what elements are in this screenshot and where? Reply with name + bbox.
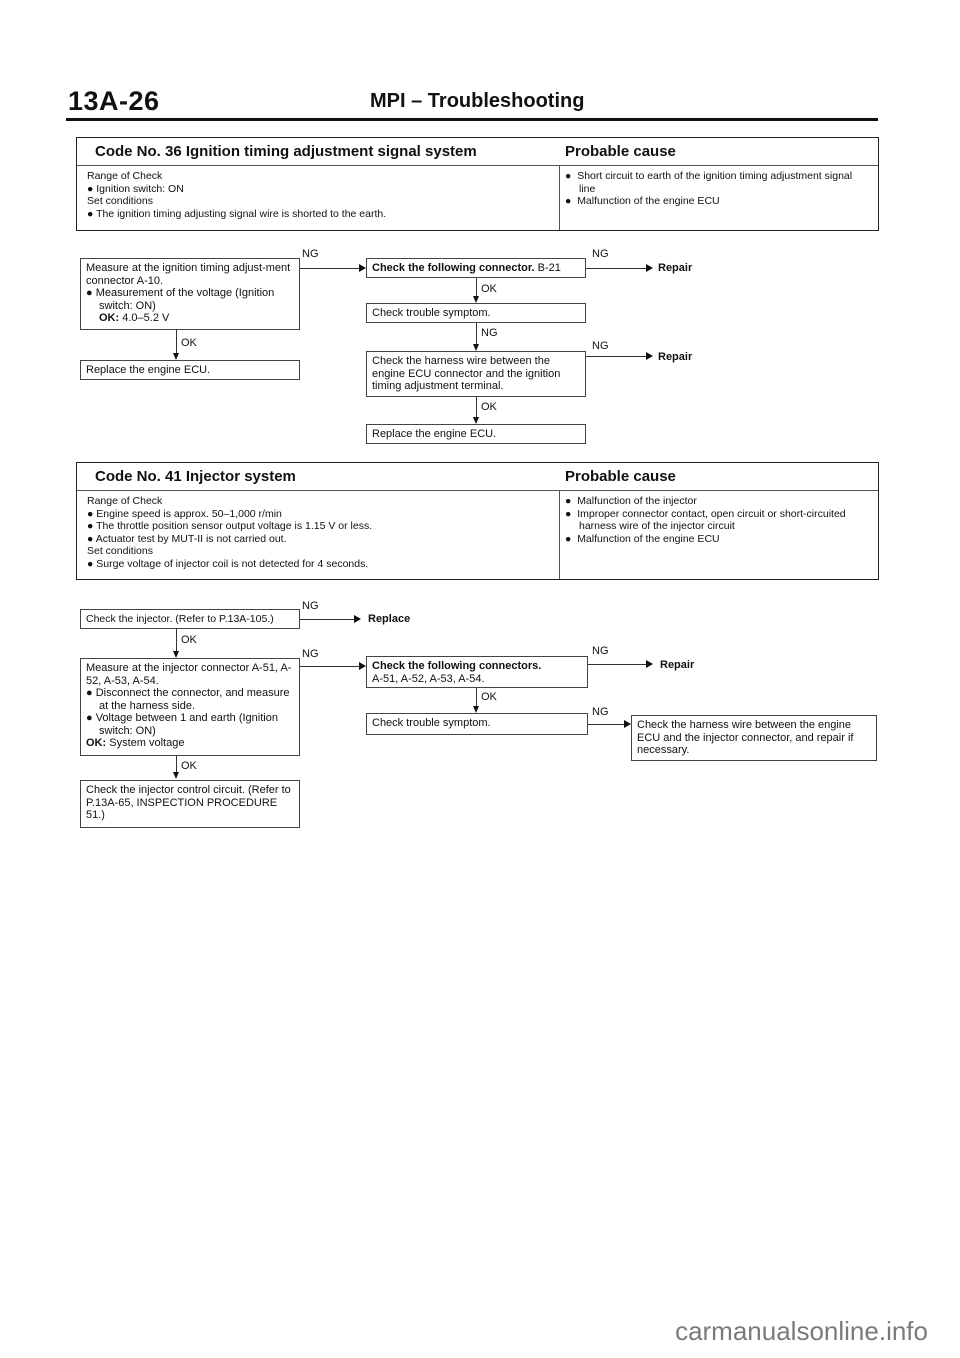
code36-set-title: Set conditions bbox=[87, 195, 153, 207]
code36-causes bbox=[565, 170, 865, 208]
ok-label: OK bbox=[481, 401, 497, 413]
arrow-head bbox=[624, 720, 631, 728]
code41-check-symptom-box: Check trouble symptom. bbox=[366, 713, 588, 735]
connector-line bbox=[176, 629, 177, 651]
connector-line bbox=[476, 397, 477, 417]
repair-label: Repair bbox=[658, 351, 693, 363]
ng-label: NG bbox=[592, 645, 609, 657]
ng-label: NG bbox=[302, 648, 319, 660]
code41-check-connectors-box: Check the following connectors. A-51, A-52, A-53, A-54. bbox=[366, 656, 588, 688]
code36-replace-ecu-box-1: Replace the engine ECU. bbox=[80, 360, 300, 380]
code41-set-title: Set conditions bbox=[87, 545, 153, 557]
repair-label: Repair bbox=[660, 659, 695, 671]
code36-range-item: ● Ignition switch: ON bbox=[87, 182, 184, 195]
ng-label: NG bbox=[302, 248, 319, 260]
code41-probable-cause-title: Probable cause bbox=[565, 468, 676, 485]
arrow-head bbox=[646, 352, 653, 360]
code41-check-injector-box: Check the injector. (Refer to P.13A-105.) bbox=[80, 609, 300, 629]
ok-label: OK bbox=[181, 760, 197, 772]
code36-check-connector-box: Check the following connector. B-21 bbox=[366, 258, 586, 278]
arrow-head bbox=[473, 417, 479, 424]
connector-line bbox=[476, 323, 477, 344]
connector-line bbox=[176, 756, 177, 772]
arrow-head bbox=[473, 344, 479, 351]
code36-cause-item: ● Short circuit to earth of the ignition timing adjustment signal line bbox=[565, 170, 853, 195]
connector-line bbox=[476, 688, 477, 706]
arrow-head bbox=[354, 615, 361, 623]
ok-label: OK bbox=[181, 337, 197, 349]
code36-cause-item: ● Malfunction of the engine ECU bbox=[565, 195, 720, 207]
code41-cause-item: ● Improper connector contact, open circuit or short-circuited harness wire of the injector circuit bbox=[565, 507, 846, 532]
code41-range-item: ● The throttle position sensor output voltage is 1.15 V or less. bbox=[87, 520, 373, 532]
code36-panel bbox=[76, 137, 879, 231]
code41-cause-item: ● Malfunction of the engine ECU bbox=[565, 532, 720, 545]
code41-range-item: ● Actuator test by MUT-II is not carried out. bbox=[87, 532, 287, 545]
arrow-head bbox=[359, 662, 366, 670]
ng-label: NG bbox=[592, 340, 609, 352]
code36-title: Code No. 36 Ignition timing adjustment signal system bbox=[95, 143, 477, 160]
connector-line bbox=[300, 268, 359, 269]
code36-range-title: Range of Check bbox=[87, 170, 163, 182]
arrow-head bbox=[473, 706, 479, 713]
watermark: carmanualsonline.info bbox=[675, 1316, 928, 1346]
ng-label: NG bbox=[481, 327, 498, 339]
code41-check-control-box: Check the injector control circuit. (Refer to P.13A-65, INSPECTION PROCEDURE 51.) bbox=[80, 780, 300, 828]
connector-line bbox=[588, 724, 624, 725]
arrow-head bbox=[173, 353, 179, 360]
arrow-head bbox=[646, 660, 653, 668]
code41-check-harness-box: Check the harness wire between the engine ECU and the injector connector, and repair if necessary. bbox=[631, 715, 877, 761]
arrow-head bbox=[173, 651, 179, 658]
arrow-head bbox=[173, 772, 179, 779]
code41-range-title: Range of Check bbox=[87, 495, 163, 507]
connector-line bbox=[300, 619, 354, 620]
code36-set-item: ● The ignition timing adjusting signal wire is shorted to the earth. bbox=[87, 207, 387, 220]
ng-label: NG bbox=[592, 706, 609, 718]
code41-cause-item: ● Malfunction of the injector bbox=[565, 495, 697, 507]
code41-measure-box: Measure at the injector connector A-51, A-52, A-53, A-54. ● Disconnect the connector, and measure at the harness side. ● Voltage between 1 and earth (Ignition switch: ON) OK: System voltage bbox=[80, 658, 300, 756]
code41-range bbox=[87, 495, 547, 570]
ok-label: OK bbox=[481, 691, 497, 703]
code36-check-symptom-box: Check trouble symptom. bbox=[366, 303, 586, 323]
code36-divider bbox=[559, 165, 560, 230]
code36-replace-ecu-box-2: Replace the engine ECU. bbox=[366, 424, 586, 444]
code41-range-item: ● Engine speed is approx. 50–1,000 r/min bbox=[87, 507, 282, 520]
connector-line bbox=[300, 666, 359, 667]
connector-line bbox=[586, 268, 646, 269]
repair-label: Repair bbox=[658, 262, 693, 274]
code36-probable-cause-title: Probable cause bbox=[565, 143, 676, 160]
code41-causes bbox=[565, 495, 865, 545]
connector-line bbox=[176, 330, 177, 353]
arrow-head bbox=[646, 264, 653, 272]
ng-label: NG bbox=[302, 600, 319, 612]
ok-label: OK bbox=[481, 283, 497, 295]
ng-label: NG bbox=[592, 248, 609, 260]
code36-header bbox=[77, 138, 878, 166]
code41-set-item: ● Surge voltage of injector coil is not detected for 4 seconds. bbox=[87, 557, 369, 570]
code41-divider bbox=[559, 490, 560, 579]
code41-title: Code No. 41 Injector system bbox=[95, 468, 296, 485]
code41-header bbox=[77, 463, 878, 491]
connector-line bbox=[476, 278, 477, 296]
code36-range bbox=[87, 170, 547, 220]
code36-check-harness-box: Check the harness wire between the engine ECU connector and the ignition timing adjustment terminal. bbox=[366, 351, 586, 397]
replace-label: Replace bbox=[368, 613, 411, 625]
page-title: MPI – Troubleshooting bbox=[370, 90, 585, 112]
connector-line bbox=[588, 664, 646, 665]
code36-measure-box: Measure at the ignition timing adjust-ment connector A-10. ● Measurement of the voltage (Ignition switch: ON) OK: 4.0–5.2 V bbox=[80, 258, 300, 330]
page-number: 13A-26 bbox=[68, 86, 160, 116]
connector-line bbox=[586, 356, 646, 357]
code41-panel bbox=[76, 462, 879, 580]
header-rule bbox=[66, 118, 878, 121]
arrow-head bbox=[473, 296, 479, 303]
ok-label: OK bbox=[181, 634, 197, 646]
arrow-head bbox=[359, 264, 366, 272]
